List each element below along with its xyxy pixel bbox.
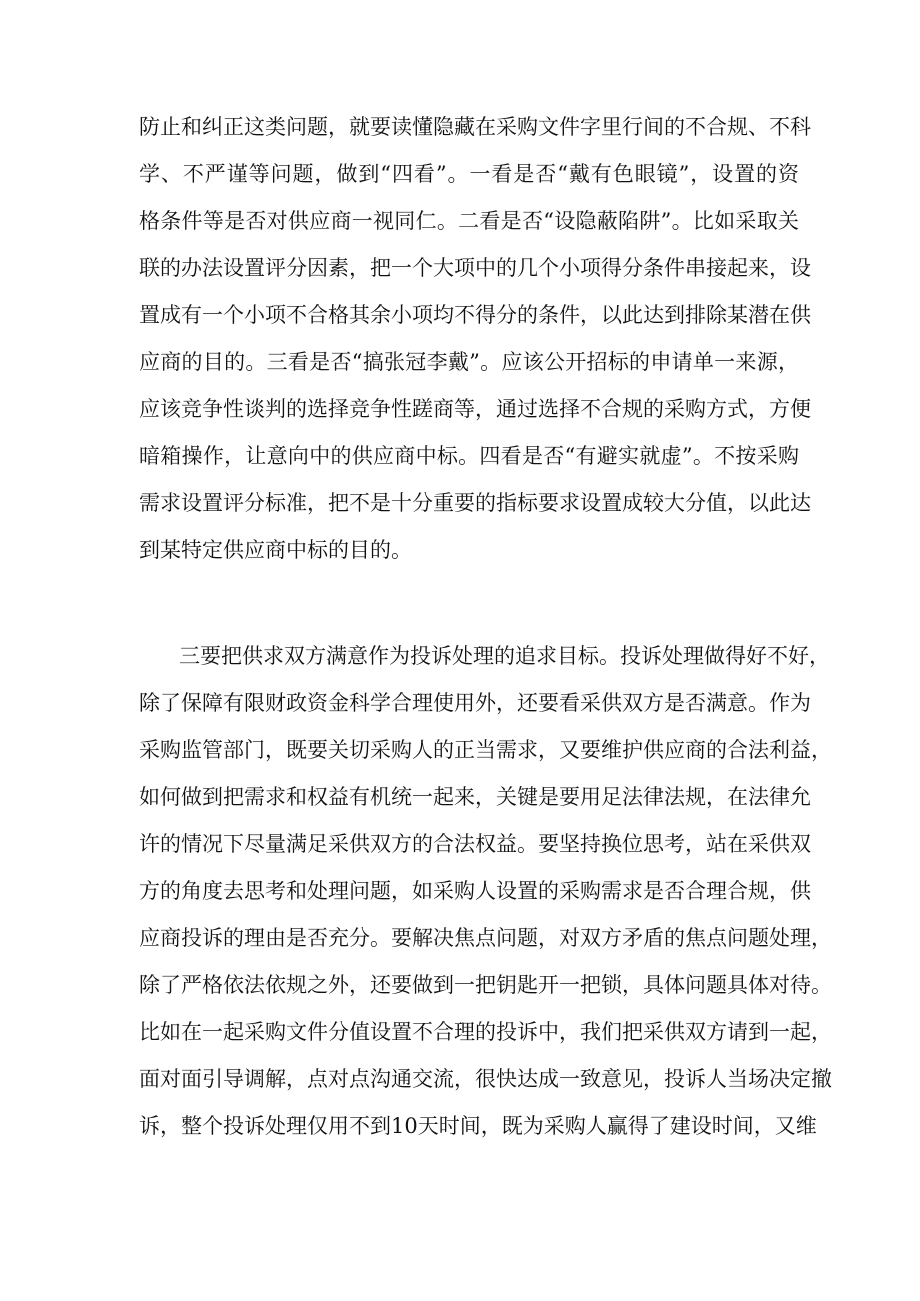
paragraph-1-line-5: 置成有一个小项不合格其余小项均不得分的条件，以此达到排除某潜在供	[139, 303, 811, 327]
paragraph-1-line-10: 到某特定供应商中标的目的。	[139, 538, 412, 562]
paragraph-2-line-10: 面对面引导调解，点对点沟通交流，很快达成一致意见，投诉人当场决定撤	[139, 1067, 832, 1091]
paragraph-2-line-9: 比如在一起采购文件分值设置不合理的投诉中，我们把采供双方请到一起，	[139, 1020, 832, 1044]
paragraph-2-line-7: 应商投诉的理由是否充分。要解决焦点问题，对双方矛盾的焦点问题处理，	[139, 926, 832, 950]
paragraph-1-line-1: 防止和纠正这类问题，就要读懂隐藏在采购文件字里行间的不合规、不科	[139, 115, 811, 139]
paragraph-1-line-9: 需求设置评分标准，把不是十分重要的指标要求设置成较大分值，以此达	[139, 491, 811, 515]
paragraph-1-line-8: 暗箱操作，让意向中的供应商中标。四看是否“有避实就虚”。不按采购	[139, 444, 799, 468]
paragraph-2-line-3: 采购监管部门，既要关切采购人的正当需求，又要维护供应商的合法利益，	[139, 738, 832, 762]
paragraph-1-line-4: 联的办法设置评分因素，把一个大项中的几个小项得分条件串接起来，设	[139, 256, 811, 280]
paragraph-1-line-6: 应商的目的。三看是否“搞张冠李戴”。应该公开招标的申请单一来源，	[139, 350, 799, 374]
paragraph-2-line-8: 除了严格依法依规之外，还要做到一把钥匙开一把锁，具体问题具体对待。	[139, 973, 832, 997]
paragraph-2-line-5: 许的情况下尽量满足采供双方的合法权益。要坚持换位思考，站在采供双	[139, 832, 811, 856]
paragraph-1-line-2: 学、不严谨等问题，做到“四看”。一看是否“戴有色眼镜”，设置的资	[139, 162, 799, 186]
paragraph-2-line-1: 三要把供求双方满意作为投诉处理的追求目标。投诉处理做得好不好，	[179, 644, 830, 668]
paragraph-2-line-11: 诉，整个投诉处理仅用不到10天时间，既为采购人赢得了建设时间，又维	[139, 1114, 817, 1138]
paragraph-2-line-2: 除了保障有限财政资金科学合理使用外，还要看采供双方是否满意。作为	[139, 691, 811, 715]
paragraph-2-line-4: 如何做到把需求和权益有机统一起来，关键是要用足法律法规，在法律允	[139, 785, 811, 809]
paragraph-1-line-7: 应该竞争性谈判的选择竞争性蹉商等，通过选择不合规的采购方式，方便	[139, 397, 811, 421]
paragraph-1-line-3: 格条件等是否对供应商一视同仁。二看是否“设隐蔽陷阱”。比如采取关	[139, 209, 799, 233]
paragraph-2-line-6: 方的角度去思考和处理问题，如采购人设置的采购需求是否合理合规，供	[139, 879, 811, 903]
